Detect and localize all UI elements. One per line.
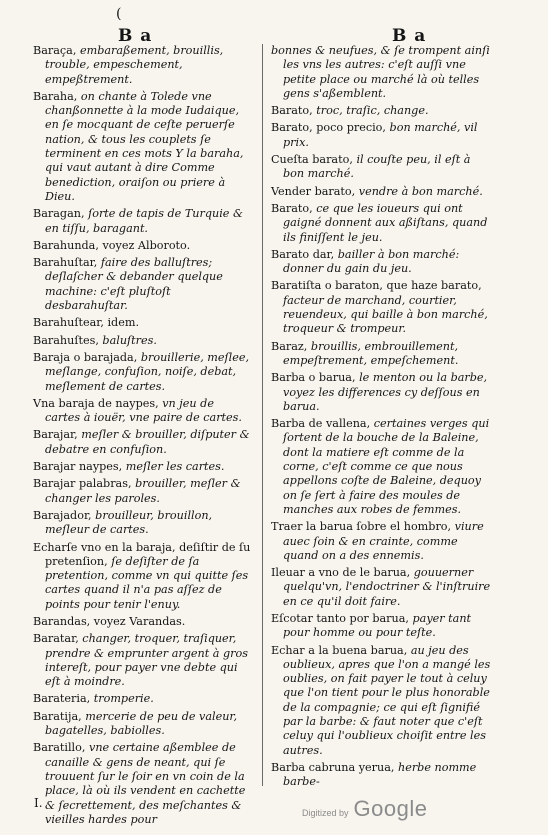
dictionary-entry [33, 90, 251, 204]
entry-headword: Ileuar a vno de le barua, [271, 566, 411, 580]
entry-definition: on chante à Tolede vne chanßonnette à la mode Iudaique, en ſe mocquant de ceſte peruerſe nation, & tous les couplets ſe terminent en ces mots Y la baraha, qui vaut autant à dire Comme benediction, oraiſon ou priere à Dieu. [45, 89, 244, 203]
entry-definition: il couſte peu, il eſt à bon marché. [283, 153, 471, 181]
dictionary-entry [33, 397, 251, 426]
column-divider [262, 44, 263, 786]
entry-headword: Barato, poco precio, [271, 121, 386, 135]
entry-definition: troc, traſic, change. [312, 104, 429, 118]
dictionary-entry [33, 477, 251, 506]
entry-definition: certaines verges qui ſortent de la bouche de la Baleine, dont la matiere eſt comme de la corne, c'eſt comme ce que nous appellons coſte de Baleine, dequoy on ſe ſert à faire des moules de manches aux robes de femmes. [283, 417, 490, 516]
entry-definition: tromperie. [90, 692, 154, 706]
entry-definition: bonnes & neufues, & ſe trompent ainſi les vns les autres: c'eſt auſſi vne petite place ou marché là où telles gens s'aßemblent. [271, 44, 490, 100]
dictionary-entry [271, 248, 493, 277]
dictionary-entry [271, 153, 493, 182]
dictionary-entry [33, 615, 251, 629]
dictionary-entry [33, 351, 251, 394]
entry-definition: gouuerner quelqu'vn, l'endoctriner & l'inſtruire en ce qu'il doit faire. [283, 566, 491, 608]
entry-definition: vn jeu de cartes à iouër, vne paire de cartes. [45, 396, 242, 425]
dictionary-entry [33, 692, 251, 706]
running-head-right: B a [392, 26, 427, 46]
entry-definition: vne certaine aßemblee de canaille & gens de neant, qui ſe trouuent ſur le ſoir en vn coin de la place, là où ils vendent en cachette & ſecrettement, des meſchantes & vieilles hardes pour [45, 741, 246, 826]
entry-headword: Cueſta barato, [271, 153, 353, 167]
entry-definition: meſler & brouiller, diſputer & debatre en confuſion. [45, 428, 250, 456]
dictionary-entry [33, 460, 251, 474]
entry-definition: viure auec ſoin & en crainte, comme quand on a des ennemis. [283, 520, 484, 562]
dictionary-entry [271, 644, 493, 758]
entry-definition: meſler les cartes. [122, 460, 225, 474]
dictionary-entry [33, 207, 251, 236]
entry-headword: Barba cabruna yerua, [271, 760, 395, 774]
dictionary-entry [271, 121, 493, 150]
dictionary-entry [271, 520, 493, 563]
entry-definition: brouiller, meſler & changer les paroles. [45, 477, 241, 505]
entry-headword: Echar a la buena barua, [271, 643, 408, 657]
entry-headword: Barajador, [33, 508, 92, 522]
dictionary-entry [33, 334, 251, 348]
dictionary-entry [33, 239, 251, 253]
entry-headword: Baraja o barajada, [33, 350, 138, 364]
entry-definition: ſorte de tapis de Turquie & en tiſſu, baragant. [45, 207, 243, 235]
dictionary-entry [33, 632, 251, 689]
watermark-caption: Digitized by [302, 808, 349, 818]
entry-definition: au jeu des oublieux, apres que l'on a mangé les oublies, on fait payer le tout à celuy que l'on tient pour le plus honorable de la compagnie; ce qui eſt ſignifié par la barbe: & faut noter que c'eſt celuy qui l'oublieux choiſit entre les autres. [283, 643, 491, 757]
entry-definition: facteur de marchand, courtier, reuendeux, qui baille à bon marché, troqueur & trompeur. [283, 293, 488, 336]
dictionary-entry [33, 316, 251, 330]
entry-definition: brouilleur, brouillon, meſleur de cartes. [45, 508, 213, 537]
running-head-left: B a [118, 26, 153, 46]
dictionary-entry [33, 44, 251, 87]
entry-headword: Barajar palabras, [33, 477, 132, 491]
entry-definition: bailler à bon marché: donner du gain du jeu. [283, 247, 460, 276]
entry-headword: Barba o barua, [271, 371, 356, 385]
dictionary-entry [271, 417, 493, 517]
dictionary-entry [33, 256, 251, 313]
entry-headword: Vender barato, [271, 184, 356, 198]
entry-headword: Barateria, [33, 692, 91, 706]
bottom-mark: I. [34, 796, 43, 810]
entry-definition: le menton ou la barbe, voyez les differences cy deſſous en barua. [283, 371, 488, 413]
entry-headword: Baratiſta o baraton, que haze barato, [271, 279, 482, 293]
google-logo: Google [353, 796, 428, 821]
dictionary-entry [271, 44, 493, 101]
entry-headword: Barahuſtar, [33, 256, 98, 270]
entry-definition: payer tant pour homme ou pour teſte. [283, 611, 472, 640]
right-column [271, 44, 493, 793]
entry-headword: Eſcotar tanto por barua, [271, 611, 409, 625]
dictionary-entry [33, 741, 251, 827]
entry-headword: Baratija, [33, 709, 82, 723]
top-mark: ( [116, 6, 122, 22]
entry-headword: Barato, [271, 201, 313, 215]
dictionary-entry [33, 428, 251, 457]
entry-headword: Baratillo, [33, 741, 86, 755]
entry-headword: Barahuſtes, [33, 333, 99, 347]
entry-headword: Baratar, [33, 632, 79, 646]
entry-definition: ſe deſiſter de ſa pretention, comme vn qui quitte ſes cartes quand il n'a pas aſſez de points pour tenir l'enuy. [45, 554, 249, 611]
entry-headword: Vna baraja de naypes, [33, 396, 159, 410]
entry-definition: bon marché, vil prix. [283, 121, 478, 149]
entry-headword: Traer la barua ſobre el hombro, [271, 520, 452, 534]
entry-headword: Barajar naypes, [33, 460, 123, 474]
entry-headword: Baraha, [33, 89, 78, 103]
entry-headword: Barandas, voyez Varandas. [33, 614, 186, 628]
dictionary-entry [33, 509, 251, 538]
entry-headword: Echarſe vno en la baraja, deſiſtir de ſu pretenſion, [33, 540, 251, 568]
entry-definition: brouillerie, meſlee, meſlange, confuſion, noiſe, debat, meſlement de cartes. [45, 350, 250, 393]
entry-definition: ce que les ioueurs qui ont gaigné donnent aux aßiſtans, quand ils finiſſent le jeu. [283, 201, 488, 244]
dictionary-entry [271, 371, 493, 414]
entry-definition: brouillis, embrouillement, empeſtrement, empeſchement. [283, 339, 459, 367]
entry-definition: herbe nomme barbe- [283, 760, 477, 789]
entry-headword: Barahunda, voyez Alboroto. [33, 238, 191, 252]
dictionary-entry [271, 761, 493, 790]
dictionary-entry [271, 612, 493, 641]
google-watermark [302, 796, 427, 822]
dictionary-entry [33, 541, 251, 612]
entry-headword: Barato, [271, 104, 313, 118]
entry-headword: Barahuſtear, idem. [33, 316, 140, 330]
entry-definition: faire des balluſtres; deſlaſcher & debander quelque machine: c'eſt pluſtoſt desbarahuſtar. [45, 256, 223, 313]
dictionary-entry [33, 710, 251, 739]
dictionary-entry [271, 566, 493, 609]
dictionary-entry [271, 279, 493, 336]
entry-headword: Baraz, [271, 339, 308, 353]
entry-headword: Baraça, [33, 44, 77, 57]
entry-headword: Barajar, [33, 428, 78, 442]
entry-definition: mercerie de peu de valeur, bagatelles, babiolles. [45, 709, 238, 738]
entry-definition: baluſtres. [98, 333, 157, 347]
entry-definition: changer, troquer, traſiquer, prendre & emprunter argent à gros intereſt, pour payer vne debte qui eſt à moindre. [45, 632, 248, 689]
left-column [33, 44, 251, 830]
dictionary-entry [271, 340, 493, 369]
entry-headword: Barba de vallena, [271, 417, 371, 431]
entry-headword: Barato dar, [271, 247, 335, 261]
dictionary-entry [271, 104, 493, 118]
dictionary-entry [271, 202, 493, 245]
entry-definition: vendre à bon marché. [355, 184, 483, 198]
dictionary-entry [271, 185, 493, 199]
entry-definition: embaraßement, brouillis, trouble, empeschement, empeßtrement. [45, 44, 224, 86]
entry-headword: Baragan, [33, 207, 85, 221]
